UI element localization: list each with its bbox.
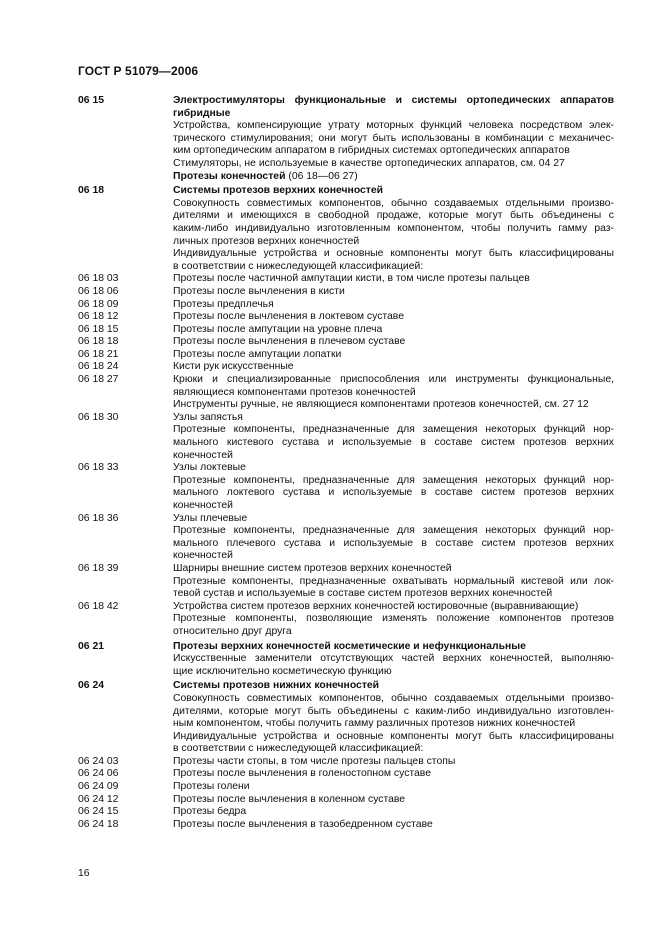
classification-text (173, 412, 614, 425)
description-row (78, 693, 614, 731)
description-row (78, 198, 614, 248)
text-line: мального локтевого сустава и используемые в составе систем протезов верхних (173, 487, 614, 499)
classification-code (78, 424, 173, 462)
classification-code (78, 248, 173, 273)
classification-code: 06 24 06 (78, 768, 119, 780)
classification-code (78, 731, 173, 756)
classification-text (173, 756, 614, 769)
classification-text (173, 462, 614, 475)
text-line: Совокупность совместимых компонентов, обычно создаваемых отдельными произво- (173, 197, 614, 209)
classification-text (173, 653, 614, 678)
text-line: относительно друг друга (173, 625, 292, 637)
classification-code (78, 399, 173, 412)
code-row (78, 794, 614, 807)
classification-text (173, 601, 614, 614)
classification-text (173, 794, 614, 807)
text-line: Индивидуальные устройства и основные компоненты могут быть классифицированы (173, 248, 614, 260)
group-heading-row (78, 641, 614, 654)
description-row (78, 525, 614, 563)
classification-text (173, 185, 614, 198)
code-row (78, 563, 614, 576)
classification-code: 06 18 21 (78, 348, 119, 360)
text-line: Протезы бедра (173, 806, 247, 818)
text-line: Узлы локтевые (173, 462, 246, 474)
classification-code: 06 18 03 (78, 273, 119, 285)
text-line: трического стимулирования; они могут быть использованы в комбинации с механичес- (173, 132, 614, 144)
classification-text (173, 158, 614, 171)
classification-text (173, 693, 614, 731)
classification-text (173, 273, 614, 286)
group-heading-row (78, 95, 614, 120)
text-line: гибридные (173, 107, 231, 119)
classification-code: 06 18 42 (78, 600, 119, 612)
description-row (78, 576, 614, 601)
classification-code (78, 613, 173, 638)
text-line: Протезы после частичной ампутации кисти, в том числе протезы пальцев (173, 273, 530, 285)
classification-code (78, 653, 173, 678)
classification-code: 06 24 03 (78, 755, 119, 767)
code-row (78, 349, 614, 362)
classification-code (78, 171, 173, 184)
classification-text (173, 525, 614, 563)
description-row (78, 171, 614, 184)
text-line: Крюки и специализированные приспособления или инструменты функциональные, (173, 374, 614, 386)
classification-text (173, 424, 614, 462)
classification-text (173, 311, 614, 324)
text-line: Электростимуляторы функциональные и системы ортопедических аппаратов (173, 95, 614, 106)
classification-code: 06 18 12 (78, 311, 119, 323)
code-row (78, 374, 614, 399)
classification-text (173, 641, 614, 654)
classification-code: 06 18 24 (78, 361, 119, 373)
description-row (78, 424, 614, 462)
text-line: Протезы голени (173, 781, 250, 793)
text-line: Системы протезов верхних конечностей (173, 185, 384, 197)
classification-text (173, 374, 614, 399)
page-number: 16 (78, 868, 90, 879)
text-line: Протезные компоненты, предназначенные охватывать нормальный кистевой или лок- (173, 575, 614, 587)
text-line: Узлы запястья (173, 411, 243, 423)
code-row (78, 324, 614, 337)
text-line: мального кистевого сустава и используемые в составе систем протезов верхних (173, 437, 614, 449)
text-line: дителями, которые могут быть объединены с каким-либо индивидуально изготовлен- (173, 705, 614, 717)
classification-text (173, 781, 614, 794)
text-line: в соответствии с нижеследующей классификацией: (173, 743, 424, 755)
classification-text (173, 336, 614, 349)
text-line: Протезы после вычленения в голеностопном суставе (173, 768, 431, 780)
classification-code: 06 18 18 (78, 336, 119, 348)
text-line: Протезы после вычленения в тазобедренном суставе (173, 818, 433, 830)
code-row (78, 819, 614, 832)
group-heading-row (78, 185, 614, 198)
code-row (78, 513, 614, 526)
text-line: мального плечевого сустава и используемые в составе систем протезов верхних (173, 537, 614, 549)
text-line: Шарниры внешние систем протезов верхних конечностей (173, 562, 452, 574)
text-line: щие исключительно косметическую функцию (173, 665, 392, 677)
classification-code (78, 576, 173, 601)
classification-code: 06 18 33 (78, 462, 119, 474)
classification-text (173, 475, 614, 513)
text-line: Протезы после ампутации лопатки (173, 348, 342, 360)
classification-text (173, 248, 614, 273)
text-line: конечностей (173, 500, 233, 511)
classification-code: 06 18 15 (78, 323, 119, 335)
code-row (78, 412, 614, 425)
text-line: Кисти рук искусственные (173, 361, 294, 373)
text-line: Протезные компоненты, предназначенные для замещения некоторых функций нор- (173, 474, 614, 486)
code-row (78, 462, 614, 475)
classification-text (173, 95, 614, 120)
document-header: ГОСТ Р 51079—2006 (78, 64, 199, 78)
code-row (78, 273, 614, 286)
classification-text (173, 399, 614, 412)
code-row (78, 361, 614, 374)
text-line: Протезы части стопы, в том числе протезы пальцев стопы (173, 755, 456, 767)
group-heading-row (78, 680, 614, 693)
classification-text (173, 286, 614, 299)
classification-code (78, 120, 173, 158)
classification-code (78, 158, 173, 171)
classification-text (173, 731, 614, 756)
text-line: тевой сустав и используемые в составе систем протезов верхних конечностей (173, 588, 553, 600)
classification-code: 06 24 09 (78, 781, 119, 793)
classification-code: 06 21 (78, 640, 105, 652)
description-row (78, 120, 614, 158)
classification-code: 06 18 09 (78, 298, 119, 310)
classification-text (173, 819, 614, 832)
text-line: ким ортопедическим аппаратом в гибридных системах ортопедических аппаратов (173, 145, 570, 157)
text-line: Системы протезов нижних конечностей (173, 680, 380, 692)
classification-code (78, 475, 173, 513)
classification-code (78, 525, 173, 563)
classification-code (78, 198, 173, 248)
classification-code: 06 18 (78, 185, 105, 197)
text-line: Устройства систем протезов верхних конечностей юстировочные (выравнивающие) (173, 600, 579, 612)
classification-text (173, 324, 614, 337)
text-line: Протезы после вычленения в локтевом суставе (173, 311, 404, 323)
description-row (78, 158, 614, 171)
description-row (78, 731, 614, 756)
code-row (78, 286, 614, 299)
classification-code: 06 24 12 (78, 793, 119, 805)
text-line: Совокупность совместимых компонентов, обычно создаваемых отдельными произво- (173, 692, 614, 704)
classification-code: 06 18 06 (78, 285, 119, 297)
text-line: Протезы верхних конечностей косметические и нефункциональные (173, 640, 526, 652)
code-row (78, 781, 614, 794)
text-line: Протезы после вычленения в кисти (173, 285, 345, 297)
text-line: Индивидуальные устройства и основные компоненты могут быть классифицированы (173, 730, 614, 742)
classification-text (173, 299, 614, 312)
classification-code: 06 15 (78, 95, 105, 106)
classification-text (173, 806, 614, 819)
classification-code: 06 24 (78, 680, 105, 692)
classification-text (173, 513, 614, 526)
description-row (78, 399, 614, 412)
classification-code: 06 18 27 (78, 374, 119, 386)
inline-bold-term: Протезы конечностей (173, 170, 286, 182)
text-line: конечностей (173, 550, 233, 562)
classification-code: 06 24 18 (78, 818, 119, 830)
text-line: личных протезов верхних конечностей (173, 235, 360, 247)
code-row (78, 336, 614, 349)
classification-text (173, 680, 614, 693)
classification-code: 06 18 30 (78, 411, 119, 423)
classification-text (173, 120, 614, 158)
description-row (78, 248, 614, 273)
text-line: каким-либо индивидуально изготовленным компонентом, чтобы получить гамму раз- (173, 222, 614, 234)
description-row (78, 613, 614, 638)
description-row (78, 653, 614, 678)
classification-text (173, 768, 614, 781)
text-line: Протезы после ампутации на уровне плеча (173, 323, 383, 335)
text-line: Устройства, компенсирующие утрату моторных функций человека посредством элек- (173, 120, 614, 132)
classification-code: 06 24 15 (78, 806, 119, 818)
classification-text (173, 361, 614, 374)
code-row (78, 806, 614, 819)
classification-text (173, 613, 614, 638)
classification-text (173, 563, 614, 576)
text-line: Инструменты ручные, не являющиеся компонентами протезов конечностей, см. 27 12 (173, 399, 589, 411)
text-line: в соответствии с нижеследующей классификацией: (173, 260, 424, 272)
text-line: Протезы предплечья (173, 298, 274, 310)
text-line: ным компонентом, чтобы получить гамму различных протезов нижних конечностей (173, 718, 576, 730)
code-row (78, 601, 614, 614)
inline-reference: (06 18—06 27) (285, 170, 358, 182)
text-line: Искусственные заменители отсутствующих частей верхних конечностей, выполняю- (173, 653, 614, 665)
text-line: Протезные компоненты, предназначенные для замещения некоторых функций нор- (173, 424, 614, 436)
text-line: конечностей (173, 449, 233, 461)
text-line: Протезные компоненты, позволяющие изменять положение компонентов протезов (173, 613, 614, 625)
classification-list (78, 95, 614, 831)
classification-text (173, 576, 614, 601)
classification-code: 06 18 39 (78, 562, 119, 574)
code-row (78, 311, 614, 324)
text-line: Протезы после вычленения в плечевом суставе (173, 336, 406, 348)
code-row (78, 756, 614, 769)
text-line: Стимуляторы, не используемые в качестве ортопедических аппаратов, см. 04 27 (173, 157, 565, 169)
classification-code: 06 18 36 (78, 512, 119, 524)
text-line: являющиеся компонентами протезов конечностей (173, 386, 416, 398)
text-line: Узлы плечевые (173, 512, 248, 524)
code-row (78, 299, 614, 312)
classification-text (173, 349, 614, 362)
description-row (78, 475, 614, 513)
classification-text (173, 198, 614, 248)
code-row (78, 768, 614, 781)
text-line: Протезы после вычленения в коленном суставе (173, 793, 406, 805)
text-line: дителями и имеющихся в свободной продаже, которые могут быть объединены с (173, 210, 614, 222)
text-line: Протезные компоненты, предназначенные для замещения некоторых функций нор- (173, 525, 614, 537)
classification-text (173, 171, 614, 184)
classification-code (78, 693, 173, 731)
